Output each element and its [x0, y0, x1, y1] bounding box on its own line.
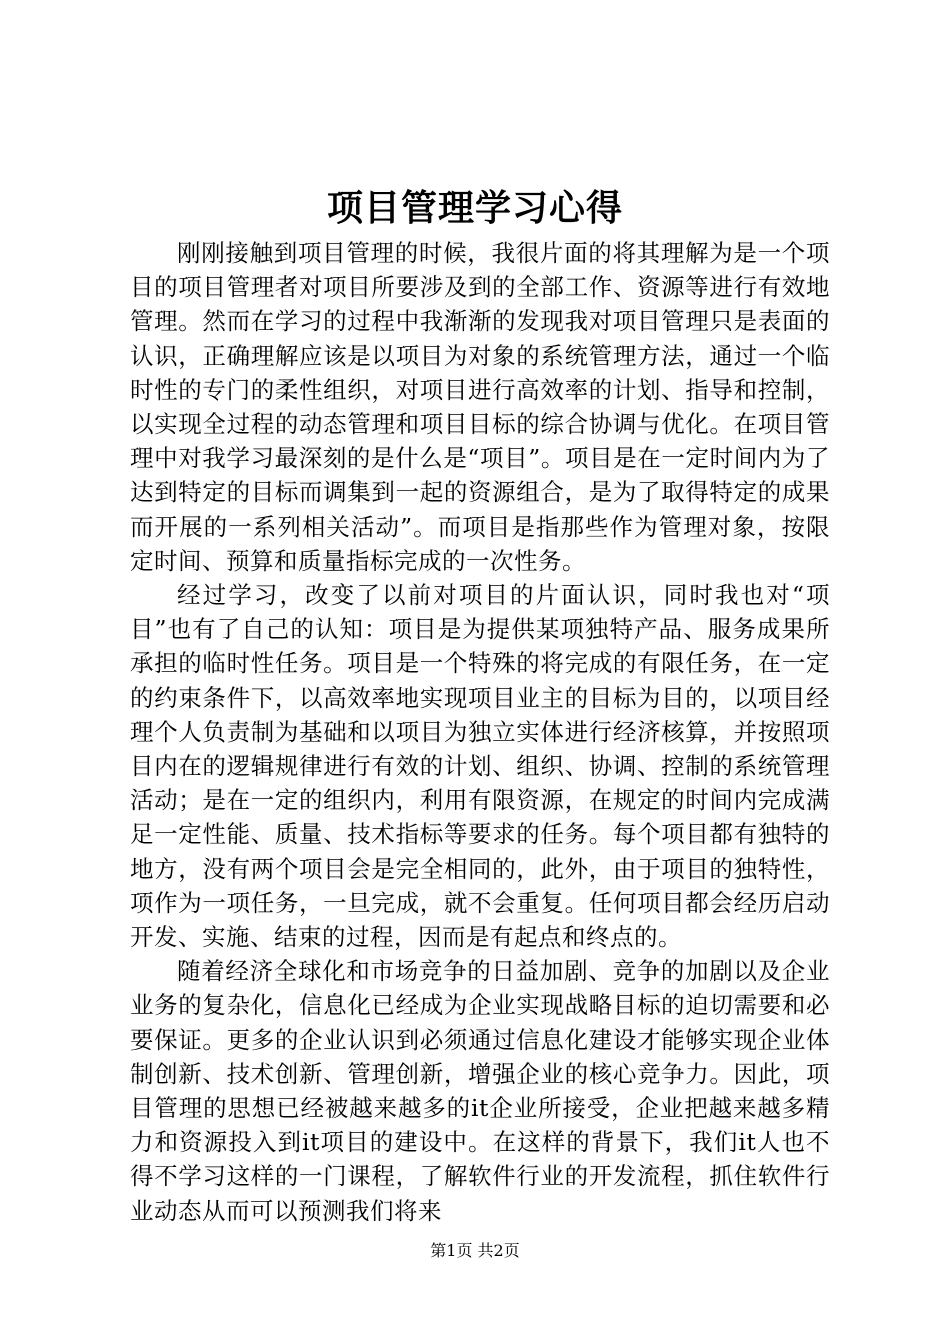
paragraph-2: 经过学习，改变了以前对项目的片面认识，同时我也对“项目”也有了自己的认知：项目是为提供某项独特产品、服务成果所承担的临时性任务。项目是一个特殊的将完成的有限任务，在一定的约束条件下，以高效率地实现项目业主的目标为目的，以项目经理个人负责制为基础和以项目为独立实体进行经济核算，并按照项目内在的逻辑规律进行有效的计划、组织、协调、控制的系统管理活动；是在一定的组织内，利用有限资源，在规定的时间内完成满足一定性能、质量、技术指标等要求的任务。每个项目都有独特的地方，没有两个项目会是完全相同的，此外，由于项目的独特性，项作为一项任务，一旦完成，就不会重复。任何项目都会经历启动开发、实施、结束的过程，因而是有起点和终点的。: [130, 581, 830, 952]
document-title: 项目管理学习心得: [326, 187, 623, 229]
paragraph-1: 刚刚接触到项目管理的时候，我很片面的将其理解为是一个项目的项目管理者对项目所要涉及到的全部工作、资源等进行有效地管理。然而在学习的过程中我渐渐的发现我对项目管理只是表面的认识，正确理解应该是以项目为对象的系统管理方法，通过一个临时性的专门的柔性组织，对项目进行高效率的计划、指导和控制，以实现全过程的动态管理和项目目标的综合协调与优化。在项目管理中对我学习最深刻的是什么是“项目”。项目是在一定时间内为了达到特定的目标而调集到一起的资源组合，是为了取得特定的成果而开展的一系列相关活动”。而项目是指那些作为管理对象，按限定时间、预算和质量指标完成的一次性务。: [130, 239, 830, 575]
page-number-footer: 第1页 共2页: [430, 1241, 520, 1260]
document-body: [130, 236, 830, 1228]
paragraph-3: 随着经济全球化和市场竞争的日益加剧、竞争的加剧以及企业业务的复杂化，信息化已经成为企业实现战略目标的迫切需要和必要保证。更多的企业认识到必须通过信息化建设才能够实现企业体制创新、技术创新、管理创新，增强企业的核心竞争力。因此，项目管理的思想已经被越来越多的it企业所接受，企业把越来越多精力和资源投入到it项目的建设中。在这样的背景下，我们it人也不得不学习这样的一门课程，了解软件行业的开发流程，抓住软件行业动态从而可以预测我们将来: [130, 957, 830, 1225]
